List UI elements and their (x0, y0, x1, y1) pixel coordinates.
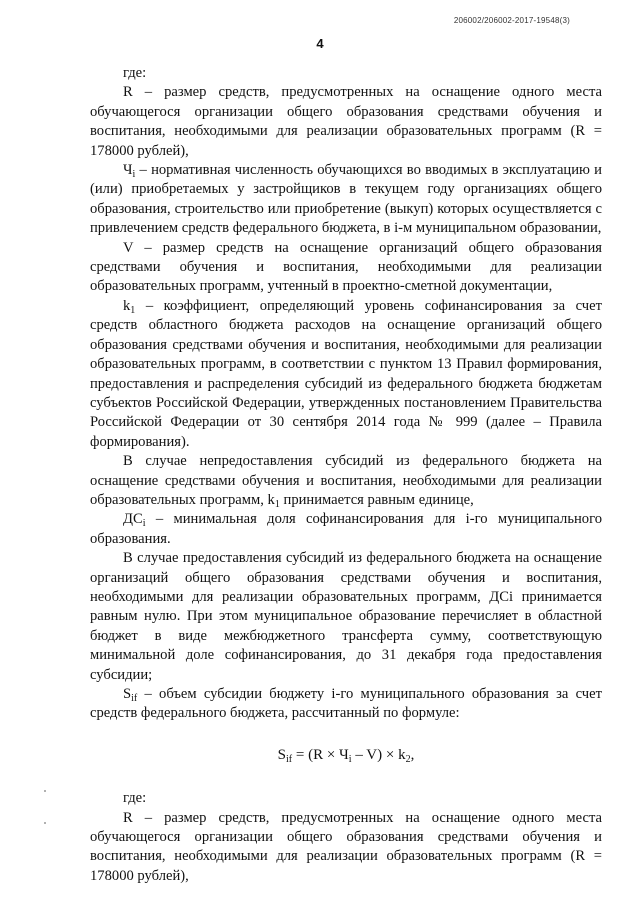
symbol-ch-sub: i (132, 169, 136, 181)
paragraph-dc-definition (90, 510, 602, 549)
formula-tail: , (410, 746, 415, 763)
dc-definition-text: – минимальная доля софинансирования для i-го муниципального образования. (90, 511, 602, 547)
formula-sif (90, 746, 602, 765)
document-body (90, 64, 602, 886)
symbol-k1-sub: 1 (130, 304, 136, 316)
scan-speck (44, 822, 46, 824)
symbol-dc: ДС (123, 511, 143, 528)
paragraph-no-subsidy-case (90, 452, 602, 510)
paragraph-r-definition-2: R – размер средств, предусмотренных на оснащение одного места обучающегося организации общего образования средствами обучения и воспитания, необходимыми для реализации образовательных программ (R = 178000 рублей), (90, 809, 602, 884)
scan-speck (44, 790, 46, 792)
paragraph-where-2: где: (123, 790, 147, 807)
paragraph-ch-definition (90, 161, 602, 239)
formula-ch-sub: i (348, 753, 352, 765)
formula-s-sub: if (286, 753, 293, 765)
no-subsidy-text: В случае непредоставления субсидий из федерального бюджета на оснащение средствами обучения и воспитания, необходимыми для реализации образовательных программ, k (90, 453, 602, 508)
no-subsidy-k-sub: 1 (274, 498, 280, 510)
paragraph-v-definition: V – размер средств на оснащение организаций общего образования средствами обучения и воспитания, необходимыми для реализации образовательных программ, учтенный в проектно-сметной документации, (90, 239, 602, 295)
symbol-k1: k (123, 297, 131, 314)
page-number: 4 (316, 36, 324, 51)
symbol-dc-sub: i (142, 518, 146, 530)
document-id: 206002/206002-2017-19548(3) (453, 16, 570, 25)
paragraph-sif-definition (90, 685, 602, 724)
k1-definition-text: – коэффициент, определяющий уровень софинансирования за счет средств областного бюджета расходов на оснащение организаций общего образования средствами обучения и воспитания, необходимыми для реализации образовательных программ, в соответствии с пунктом 13 Правил формирования, предоставления и распределения субсидий из федерального бюджета бюджетам субъектов Российской Федерации, утвержденных постановлением Правительства Российской Федерации от 30 сентября 2014 года № 999 (далее – Правила формирования). (90, 297, 602, 450)
paragraph-r-definition: R – размер средств, предусмотренных на оснащение одного места обучающегося организации общего образования средствами обучения и воспитания, необходимыми для реализации образовательных программ (R = 178000 рублей), (90, 84, 602, 159)
symbol-s: S (123, 686, 132, 702)
ch-definition-text: – нормативная численность обучающихся во вводимых в эксплуатацию и (или) приобретаемых у застройщиков в текущем году организациях общего образования, строительство или приобретение (выкуп) которых осуществляется с привлечением средств федерального бюджета, в i-м муниципальном образовании, (90, 162, 602, 237)
paragraph-where: где: (123, 65, 147, 81)
symbol-ch: Ч (123, 162, 133, 179)
formula-end: – V) × k (351, 746, 406, 763)
paragraph-k1-definition (90, 297, 602, 452)
formula-s: S (277, 746, 286, 763)
no-subsidy-rest: принимается равным единице, (279, 491, 474, 508)
sif-definition-text: – объем субсидии бюджету i-го муниципального образования за счет средств федерального бюджета, рассчитанный по формуле: (90, 686, 602, 722)
formula-k-sub: 2 (405, 753, 411, 765)
paragraph-subsidy-case: В случае предоставления субсидий из федерального бюджета на оснащение организаций общего образования средствами обучения и воспитания, необходимыми для реализации образовательных программ, ДСі принимается равным нулю. При этом муниципальное образование перечисляет в областной бюджет в виде межбюджетного трансферта сумму, соответствующую минимальной доле софинансирования, до 31 декабря года предоставления субсидии; (90, 550, 602, 683)
formula-mid: = (R × Ч (292, 746, 349, 763)
symbol-s-sub: if (131, 693, 138, 704)
